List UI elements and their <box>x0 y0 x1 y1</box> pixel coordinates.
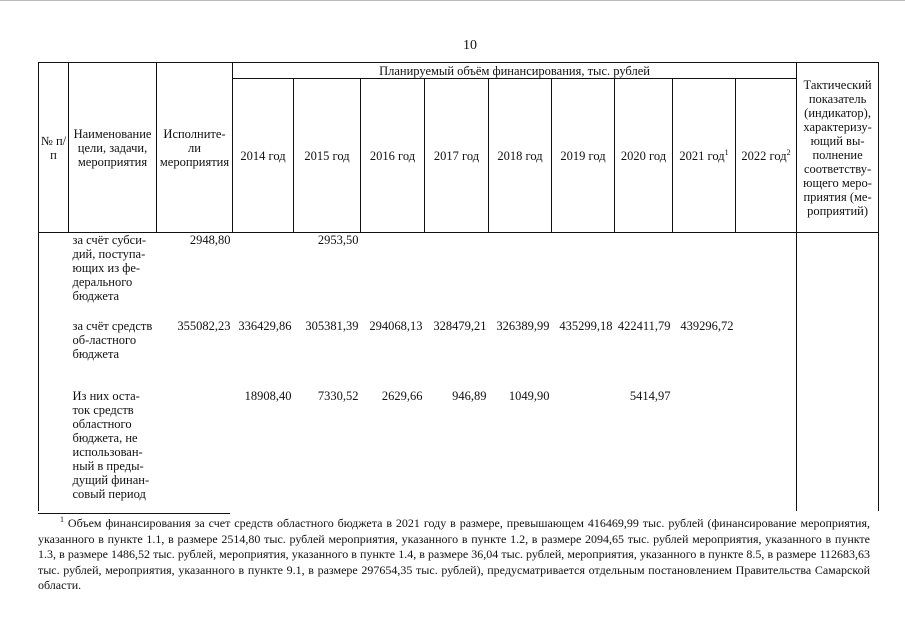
page-number: 10 <box>463 38 477 53</box>
cell-value: 5414,97 <box>629 388 671 403</box>
header-year-2014: 2014 год <box>233 79 294 233</box>
cell-value: 1049,90 <box>508 388 550 403</box>
row-name: за счёт субси-дий, поступа-ющих из фе-дерального бюджета <box>72 233 147 303</box>
cell-value <box>425 233 489 319</box>
cell-value: 439296,72 <box>680 318 734 333</box>
cell-value <box>673 233 736 319</box>
header-year-2019: 2019 год <box>552 79 615 233</box>
header-year-2018: 2018 год <box>489 79 552 233</box>
header-year-2020: 2020 год <box>615 79 673 233</box>
table-row <box>39 233 879 319</box>
cell-value: 326389,99 <box>496 318 550 333</box>
cell-value: 336429,86 <box>238 318 292 333</box>
cell-value: 2948,80 <box>189 233 231 247</box>
cell-value: 305381,39 <box>305 318 359 333</box>
header-funding-group: Планируемый объём финансирования, тыс. рублей <box>233 63 797 79</box>
table-row <box>39 319 879 389</box>
cell-value: 435299,18 <box>559 318 613 333</box>
header-year-2021: 2021 год$^1$ <box>673 79 736 233</box>
footnote <box>38 516 870 594</box>
cell-value: 18908,40 <box>244 388 292 403</box>
footnote-text: Объем финансирования за счет средств областного бюджета в 2021 году в размере, превышающем 416469,99 тыс. рублей (финансирование мероприятия, указанного в пункте 1.1, в размере 2514,80 тыс. рублей мероприятия, указанного в пункте 1.2, в размере 2094,65 тыс. рублей мероприятия, указанного в пункте 1.3, в размере 1486,52 тыс. рублей, мероприятия, указанного в пункте 1.4, в размере 36,04 тыс. рублей, мероприятия, указанного в пункте 8.5, в размере 112683,63 тыс. рублей, мероприятия, указанного в пункте 9.1, в размере 297654,35 тыс. рублей), предусматривается отдельным постановлением Правительства Самарской области. <box>38 516 871 592</box>
cell-value: 2629,66 <box>381 388 423 403</box>
header-year-2016: 2016 год <box>361 79 425 233</box>
cell-value <box>552 233 615 319</box>
header-year-2015: 2015 год <box>294 79 361 233</box>
header-indicator: Тактический показатель (индикатор), характеризу-ющий вы-полнение соответству-ющего меро-приятия (ме-роприятий) <box>797 63 879 233</box>
page-top-edge <box>0 0 905 1</box>
row-name: за счёт средств об-ластного бюджета <box>72 318 153 361</box>
table-row <box>39 389 879 511</box>
header-year-2017: 2017 год <box>425 79 489 233</box>
footnote-marker: 1 <box>60 515 64 524</box>
cell-value: 2953,50 <box>317 233 359 247</box>
cell-value <box>489 233 552 319</box>
cell-value: 294068,13 <box>369 318 423 333</box>
cell-value <box>673 389 736 511</box>
cell-value <box>615 233 673 319</box>
header-num: № п/п <box>39 63 69 233</box>
cell-value <box>552 389 615 511</box>
row-name: Из них оста-ток средств областного бюджета, не использован-ный в преды-дущий финан-совый период <box>72 388 150 501</box>
footnote-ref-1: 1 <box>724 147 729 157</box>
header-executors: Исполните-ли мероприятия <box>157 63 233 233</box>
header-year-2022: 2022 год$^2$ <box>736 79 797 233</box>
financing-table <box>38 62 879 511</box>
cell-value <box>157 389 233 511</box>
footnote-ref-2: 2 <box>786 147 791 157</box>
footnote-separator <box>38 513 230 514</box>
cell-value: 7330,52 <box>317 388 359 403</box>
cell-value <box>233 233 294 319</box>
cell-value: 355082,23 <box>177 318 231 333</box>
cell-value: 422411,79 <box>617 318 671 333</box>
header-name: Наименование цели, задачи, мероприятия <box>69 63 157 233</box>
cell-value: 328479,21 <box>433 318 487 333</box>
cell-value <box>361 233 425 319</box>
cell-value: 946,89 <box>452 388 487 403</box>
